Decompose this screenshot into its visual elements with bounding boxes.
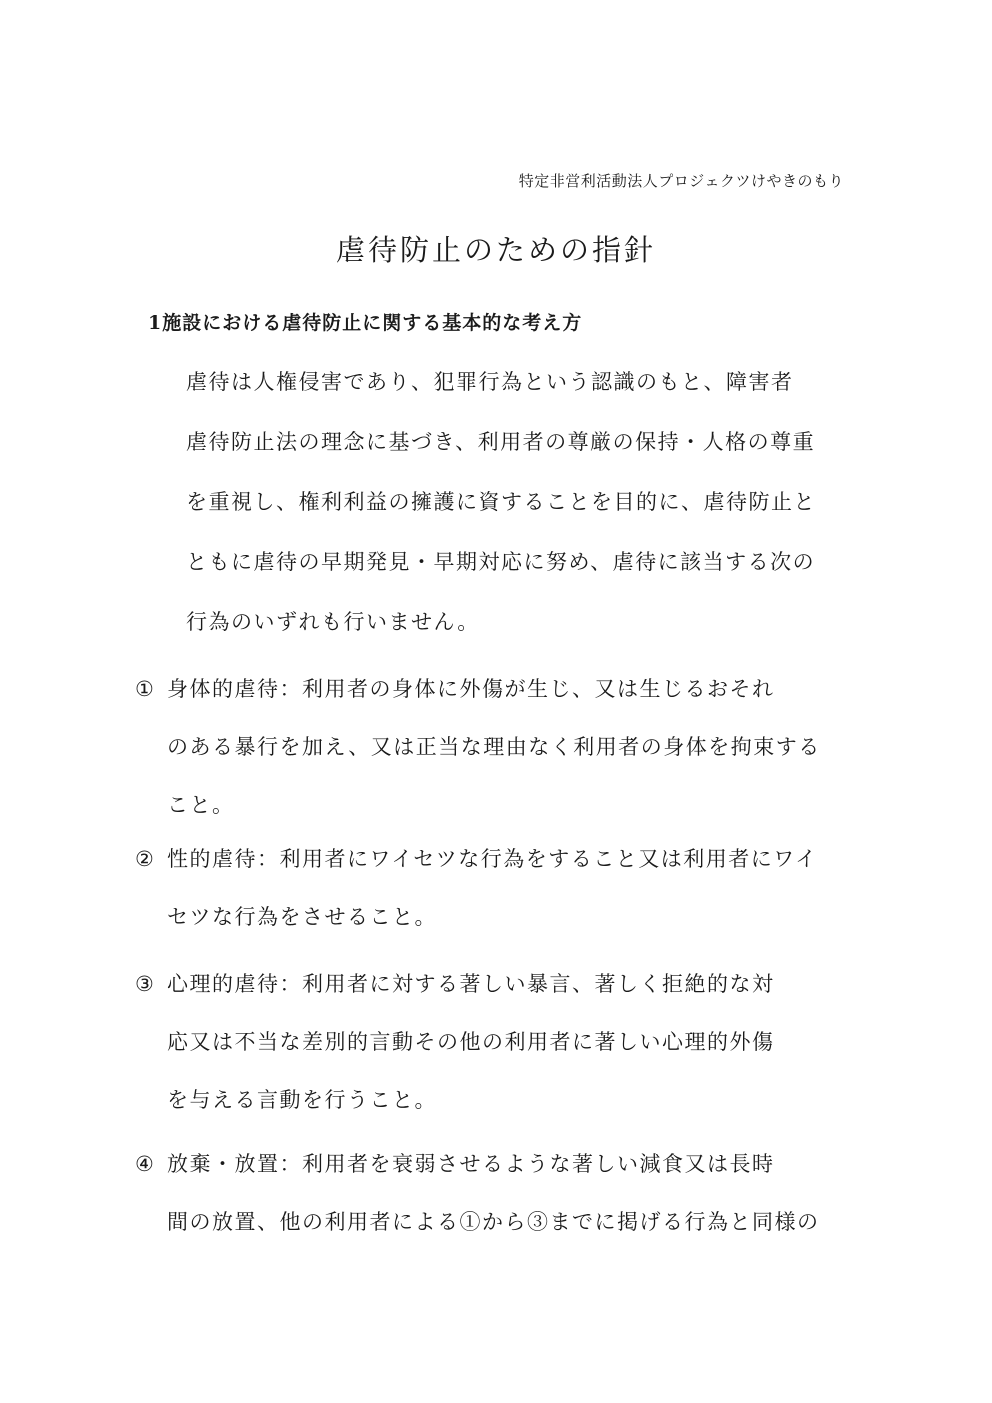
list-item: [135, 830, 850, 946]
item-line: 性的虐待：利用者にワイセツな行為をすること又は利用者にワイ: [167, 847, 818, 871]
organization-name: 特定非営利活動法人プロジェクツけやきのもり: [518, 172, 844, 190]
paragraph-line: 行為のいずれも行いません。: [186, 610, 480, 634]
item-line: 心理的虐待：利用者に対する著しい暴言、著しく拒絶的な対: [167, 972, 775, 996]
item-line: こと。: [167, 793, 235, 817]
item-number: ③: [135, 972, 156, 996]
list-item: [135, 955, 850, 1129]
item-line: 間の放置、他の利用者による①から③までに掲げる行為と同様の: [167, 1210, 820, 1234]
section-heading: 1施設における虐待防止に関する基本的な考え方: [148, 312, 583, 334]
list-item: [135, 1135, 850, 1251]
document-title: 虐待防止のための指針: [335, 233, 656, 267]
item-line: 応又は不当な差別的言動その他の利用者に著しい心理的外傷: [167, 1030, 775, 1054]
item-line: のある暴行を加え、又は正当な理由なく利用者の身体を拘束する: [167, 735, 821, 759]
item-line: 身体的虐待：利用者の身体に外傷が生じ、又は生じるおそれ: [167, 677, 775, 701]
item-number: ①: [135, 677, 156, 701]
item-line: を与える言動を行うこと。: [167, 1088, 437, 1112]
paragraph-line: 虐待防止法の理念に基づき、利用者の尊厳の保持・人格の尊重: [186, 430, 816, 454]
item-number: ④: [135, 1152, 156, 1176]
item-number: ②: [135, 847, 156, 871]
item-line: セツな行為をさせること。: [167, 905, 437, 929]
item-line: 放棄・放置：利用者を衰弱させるような著しい減食又は長時: [167, 1152, 775, 1176]
intro-paragraph: [186, 352, 846, 652]
paragraph-line: 虐待は人権侵害であり、犯罪行為という認識のもと、障害者: [186, 370, 794, 394]
paragraph-line: ともに虐待の早期発見・早期対応に努め、虐待に該当する次の: [186, 550, 816, 574]
list-item: [135, 660, 850, 834]
paragraph-line: を重視し、権利利益の擁護に資することを目的に、虐待防止と: [186, 490, 816, 514]
